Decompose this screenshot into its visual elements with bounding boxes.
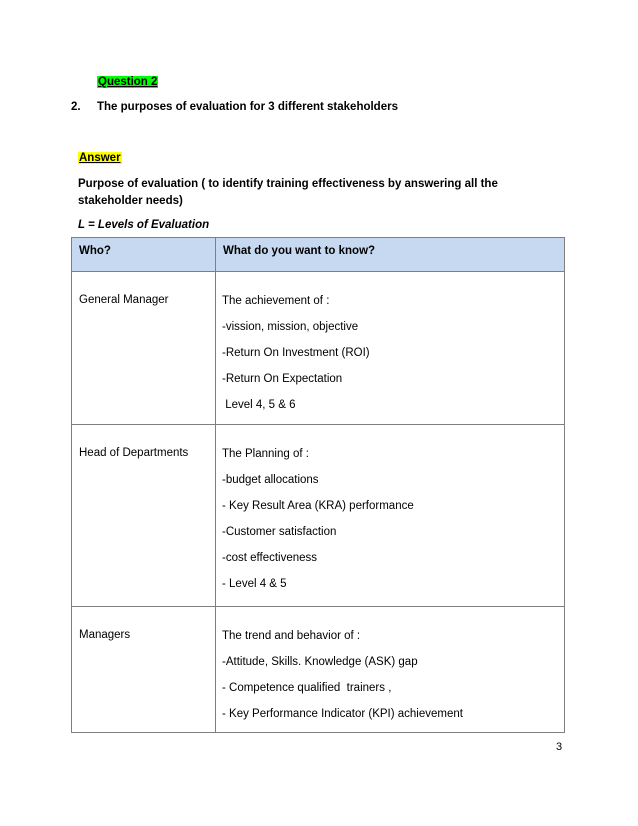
list-item: -Customer satisfaction: [222, 526, 337, 538]
needs-cell: [216, 607, 565, 733]
needs-cell: [216, 272, 565, 425]
list-item: - Key Performance Indicator (KPI) achievement: [222, 708, 463, 720]
evaluation-table: [71, 237, 565, 733]
list-item: -Attitude, Skills. Knowledge (ASK) gap: [222, 656, 418, 668]
table-row: [72, 425, 565, 607]
header-who: Who?: [72, 238, 216, 272]
list-item: -cost effectiveness: [222, 552, 318, 564]
table-header-row: [72, 238, 565, 272]
list-item: -vission, mission, objective: [222, 321, 359, 333]
stakeholder-cell: Managers: [72, 607, 216, 733]
list-item: The trend and behavior of :: [222, 630, 361, 642]
stakeholder-cell: Head of Departments: [72, 425, 216, 607]
list-item: -Return On Expectation: [222, 373, 343, 385]
question-label: [97, 76, 158, 88]
list-item: - Level 4 & 5: [222, 578, 287, 590]
question-label-text: Question 2: [98, 76, 158, 88]
answer-label: [78, 152, 122, 164]
header-what: What do you want to know?: [216, 238, 565, 272]
page-number: 3: [556, 741, 563, 753]
levels-note: L = Levels of Evaluation: [78, 219, 210, 231]
needs-cell: [216, 425, 565, 607]
list-item: The achievement of :: [222, 295, 330, 307]
question-text: The purposes of evaluation for 3 different stakeholders: [97, 101, 398, 113]
stakeholder-cell: General Manager: [72, 272, 216, 425]
list-item: The Planning of :: [222, 448, 309, 460]
table-row: [72, 272, 565, 425]
purpose-line-1: Purpose of evaluation ( to identify training effectiveness by answering all the: [78, 178, 498, 190]
purpose-line-2: stakeholder needs): [78, 195, 183, 207]
list-item: - Key Result Area (KRA) performance: [222, 500, 414, 512]
question-number: 2.: [71, 101, 81, 113]
list-item: Level 4, 5 & 6: [222, 399, 296, 411]
list-item: -budget allocations: [222, 474, 319, 486]
answer-label-text: Answer: [79, 152, 121, 164]
table-row: [72, 607, 565, 733]
list-item: -Return On Investment (ROI): [222, 347, 370, 359]
list-item: - Competence qualified trainers ,: [222, 682, 392, 694]
